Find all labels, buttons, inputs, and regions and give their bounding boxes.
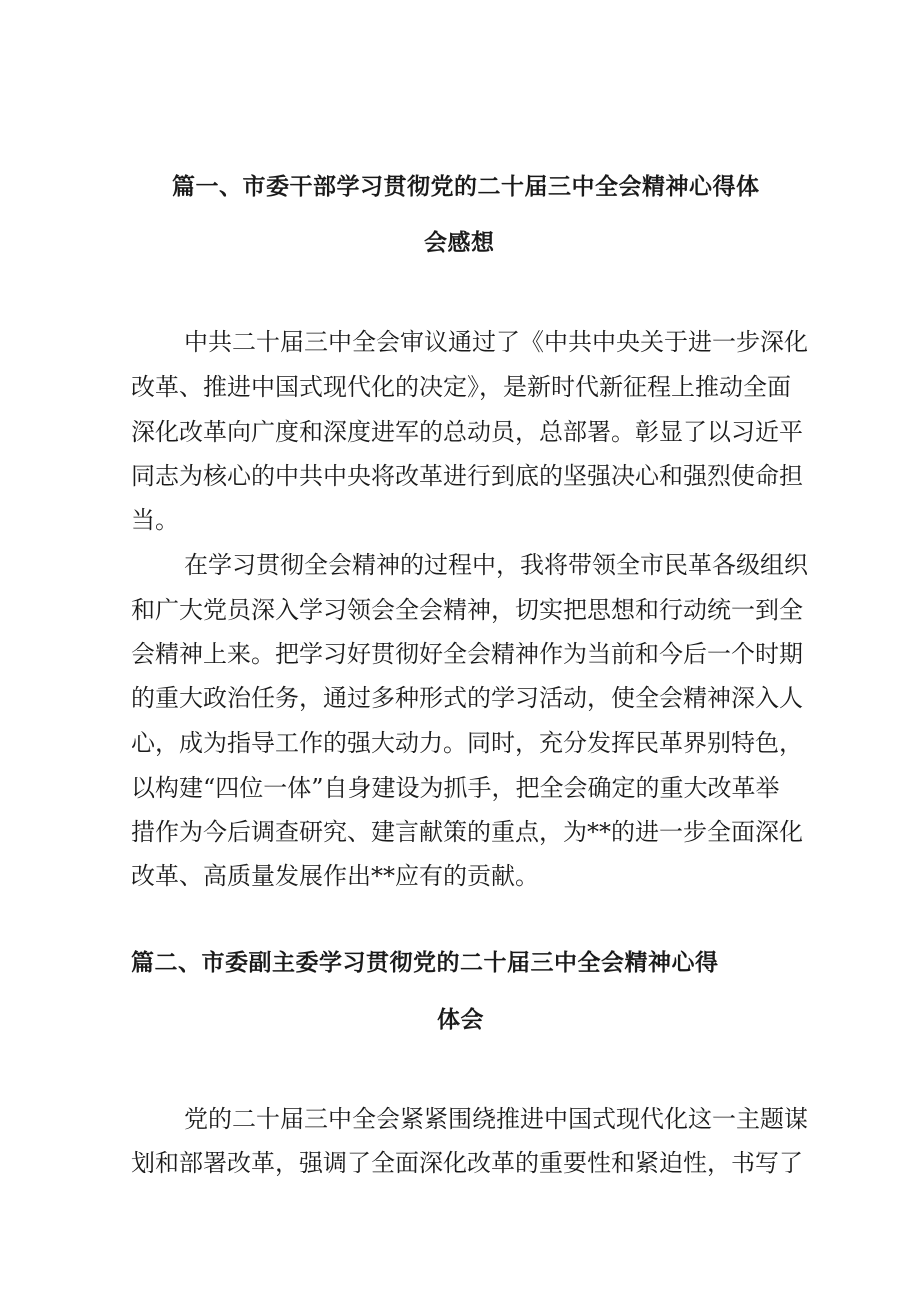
paragraph-line: 在学习贯彻全会精神的过程中，我将带领全市民革各级组织 <box>184 551 808 579</box>
paragraph-line: 以构建“四位一体”自身建设为抓手，把全会确定的重大改革举 <box>131 774 780 802</box>
paragraph-line: 改革、推进中国式现代化的决定》，是新时代新征程上推动全面 <box>131 373 791 401</box>
section2-title-line2: 体会 <box>437 1007 484 1033</box>
paragraph-line: 改革、高质量发展作出**应有的贡献。 <box>131 862 539 890</box>
paragraph-line: 深化改革向广度和深度进军的总动员，总部署。彰显了以习近平 <box>131 418 803 446</box>
paragraph-line: 心，成为指导工作的强大动力。同时，充分发挥民革界别特色， <box>131 729 803 757</box>
paragraph-line: 党的二十届三中全会紧紧围绕推进中国式现代化这一主题谋 <box>184 1105 808 1133</box>
paragraph-line: 措作为今后调查研究、建言献策的重点，为**的进一步全面深化 <box>131 818 803 846</box>
section2-title-line1: 篇二、市委副主委学习贯彻党的二十届三中全会精神心得 <box>131 950 719 976</box>
paragraph-line: 的重大政治任务，通过多种形式的学习活动，使全会精神深入人 <box>131 684 803 712</box>
paragraph-line: 会精神上来。把学习好贯彻好全会精神作为当前和今后一个时期 <box>131 640 803 668</box>
paragraph-line: 中共二十届三中全会审议通过了《中共中央关于进一步深化 <box>184 328 808 356</box>
paragraph-line: 和广大党员深入学习领会全会精神，切实把思想和行动统一到全 <box>131 596 803 624</box>
paragraph-line: 当。 <box>131 506 179 534</box>
section1-title-line2: 会感想 <box>424 230 495 256</box>
section1-title-line1: 篇一、市委干部学习贯彻党的二十届三中全会精神心得体 <box>172 174 760 200</box>
paragraph-line: 同志为核心的中共中央将改革进行到底的坚强决心和强烈使命担 <box>131 462 803 490</box>
paragraph-line: 划和部署改革，强调了全面深化改革的重要性和紧迫性，书写了 <box>131 1149 803 1177</box>
